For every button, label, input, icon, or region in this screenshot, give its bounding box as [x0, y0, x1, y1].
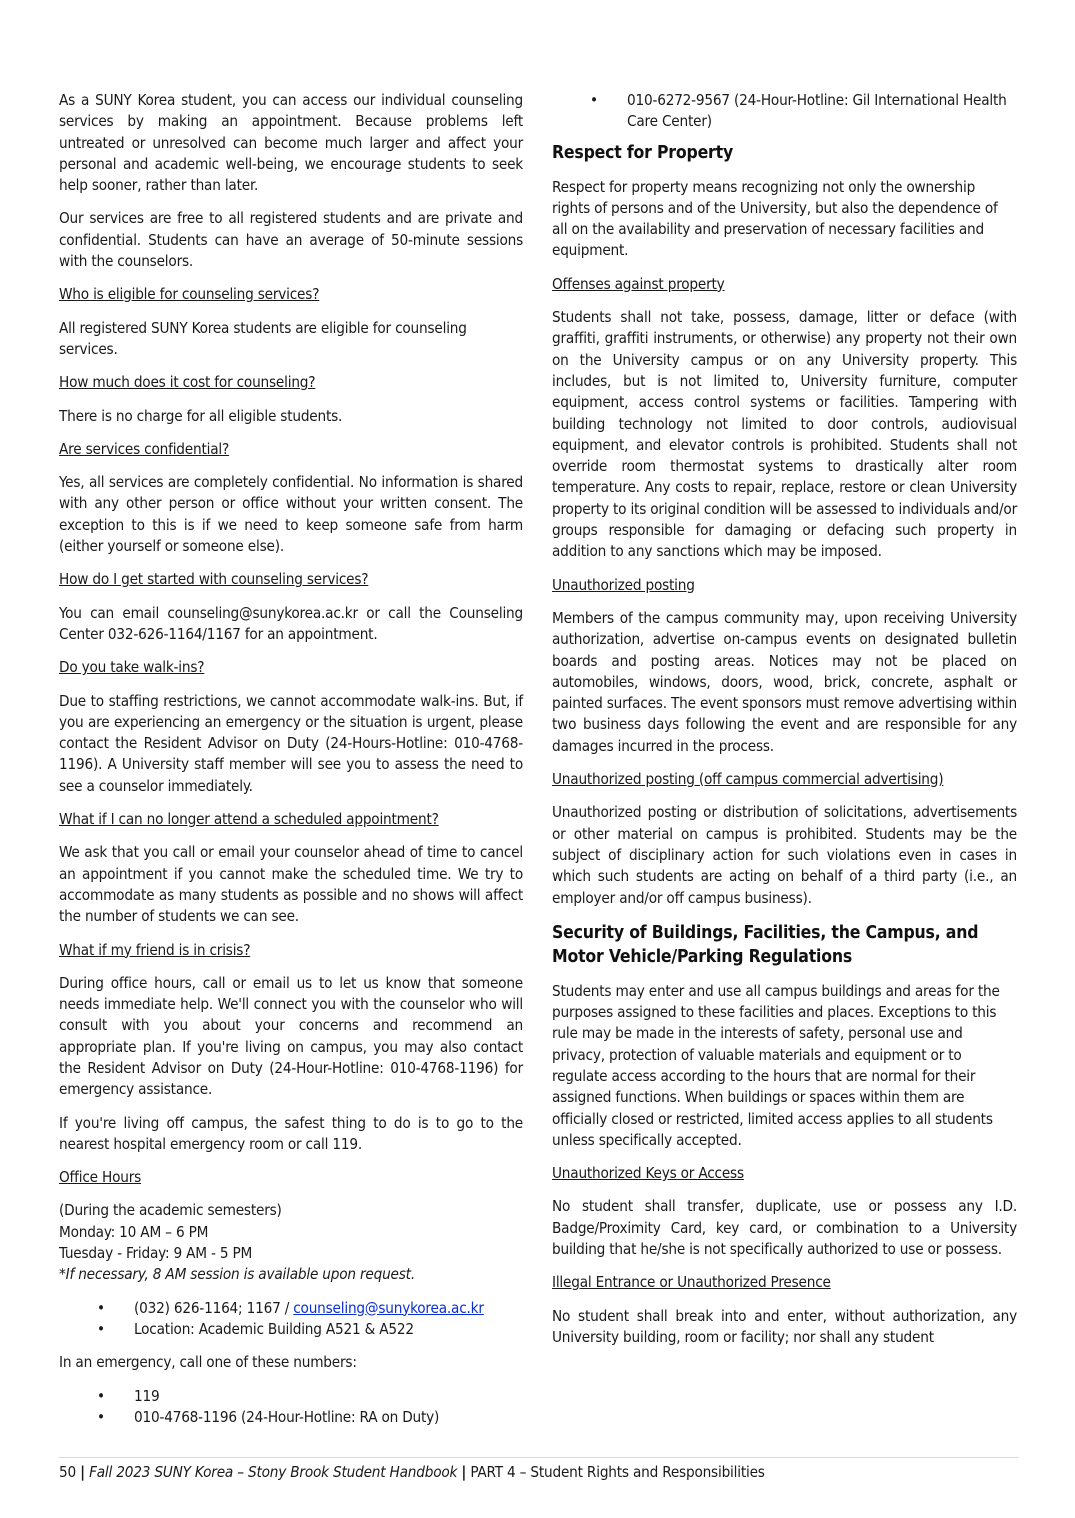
emergency-intro: In an emergency, call one of these numbers:: [59, 1353, 357, 1372]
section-text: No student shall break into and enter, without authorization, any University building, room or facility; nor shall any student: [552, 1306, 1017, 1346]
faq-question: Are services confidential?: [59, 439, 230, 458]
section-title: Unauthorized Keys or Access: [552, 1164, 744, 1183]
contact-list: [59, 1298, 523, 1341]
part-title: PART 4 – Student Rights and Responsibilities: [470, 1463, 765, 1481]
tue-fri-hours: Tuesday - Friday: 9 AM - 5 PM: [59, 1244, 253, 1263]
respect-paragraph: Respect for property means recognizing not only the ownership rights of persons and of the University, but also the dependence of all on the availability and preservation of necessary facilities and equipment.: [552, 177, 998, 260]
section-title: Unauthorized posting: [552, 575, 695, 594]
faq-question: Do you take walk-ins?: [59, 658, 205, 677]
faq-answer: You can email counseling@sunykorea.ac.kr or call the Counseling Center 032-626-1164/1167 for an appointment.: [59, 603, 523, 643]
left-column: [59, 90, 523, 1440]
section-text: No student shall transfer, duplicate, use or possess any I.D. Badge/Proximity Card, key card, or combination to a University building that he/she is not specifically authorized to use or possess.: [552, 1197, 1017, 1259]
right-column: [552, 90, 1017, 1360]
footer-divider: |: [80, 1463, 85, 1481]
counseling-email-link[interactable]: counseling@sunykorea.ac.kr: [293, 1298, 484, 1317]
asterisk: *: [59, 1265, 66, 1284]
emergency-number: • 010-4768-1196 (24-Hour-Hotline: RA on Duty): [59, 1407, 523, 1428]
semester-note: (During the academic semesters): [59, 1201, 282, 1220]
page-footer: [59, 1457, 1019, 1482]
page-number: 50: [59, 1463, 76, 1481]
office-hours-block: [59, 1200, 523, 1285]
office-hours-heading: Office Hours: [59, 1168, 142, 1187]
faq-answer: During office hours, call or email us to let us know that someone needs immediate help. We'll connect you with the counselor who will consult with you about your concerns and recommend an appropriate plan. If you're living on campus, you may also contact the Resident Advisor on Duty (24-Hour-Hotline: 010-4768-1196) for emergency assistance.: [59, 973, 523, 1099]
early-session-text: If necessary, 8 AM session is available upon request.: [65, 1265, 415, 1284]
faq-answer: There is no charge for all eligible students.: [59, 406, 343, 425]
section-title: Illegal Entrance or Unauthorized Presence: [552, 1273, 831, 1292]
section-title: Offenses against property: [552, 274, 725, 293]
security-paragraph: Students may enter and use all campus buildings and areas for the purposes assigned to these facilities and places. Exceptions to this rule may be made in the interests of safety, personal use and privacy, protection of valuable materials and equipment or to regulate access according to the hours that are normal for their assigned functions. When buildings or spaces within them are officially closed or restricted, limited access applies to all students unless specifically accepted.: [552, 981, 1000, 1149]
intro-paragraph: As a SUNY Korea student, you can access our individual counseling services by making an appointment. Because problems left untreated or unresolved can become much larger and affect your personal and academic well-being, we encourage students to seek help sooner, rather than later.: [59, 91, 523, 195]
off-campus-paragraph: If you're living off campus, the safest thing to do is to go to the nearest hospital emergency room or call 119.: [59, 1113, 523, 1153]
phone-numbers: (032) 626-1164; 1167 /: [134, 1298, 294, 1317]
faq-answer: We ask that you call or email your counselor ahead of time to cancel an appointment if you cannot make the scheduled time. We try to accommodate as many students as possible and no shows will affect the number of students we can see.: [59, 843, 523, 926]
section-title: Unauthorized posting (off campus commercial advertising): [552, 770, 944, 789]
section-text: Unauthorized posting or distribution of solicitations, advertisements or other material on campus is prohibited. Students may be the subject of disciplinary action for such violations even in cases in which such students are acting on behalf of a third party (i.e., an employer and/or off campus business).: [552, 803, 1017, 907]
security-heading: Security of Buildings, Facilities, the Campus, and Motor Vehicle/Parking Regulations: [552, 922, 979, 967]
section-text: Members of the campus community may, upon receiving University authorization, advertise on-campus events on designated bulletin boards and posting areas. Notices may not be placed on automobiles, windows, doors, wood, brick, concrete, asphalt or painted surfaces. The event sponsors must remove advertising within two business days following the event and are responsible for any damages incurred in the process.: [552, 608, 1017, 755]
faq-question: What if my friend is in crisis?: [59, 940, 251, 959]
faq-answer: Yes, all services are completely confidential. No information is shared with any other person or office without your written consent. The exception to this is if we need to keep someone safe from harm (either yourself or someone else).: [59, 473, 523, 556]
faq-question: How much does it cost for counseling?: [59, 373, 316, 392]
contact-location: • Location: Academic Building A521 & A522: [59, 1319, 523, 1340]
monday-hours: Monday: 10 AM – 6 PM: [59, 1222, 209, 1241]
faq-answer: All registered SUNY Korea students are eligible for counseling services.: [59, 318, 467, 358]
faq-question: Who is eligible for counseling services?: [59, 285, 320, 304]
intro-paragraph: Our services are free to all registered students and are private and confidential. Students can have an average of 50-minute sessions with the counselors.: [59, 209, 523, 271]
early-session-note: [59, 1264, 523, 1285]
respect-heading: Respect for Property: [552, 142, 734, 163]
faq-answer: Due to staffing restrictions, we cannot accommodate walk-ins. But, if you are experiencing an emergency or the situation is urgent, please contact the Resident Advisor on Duty (24-Hours-Hotline: 010-4768-1196). A University staff member will see you to assess the need to see a counselor immediately.: [59, 691, 523, 795]
contact-phone-email: [59, 1298, 523, 1319]
emergency-list: [59, 1386, 523, 1429]
handbook-title: Fall 2023 SUNY Korea – Stony Brook Student Handbook: [89, 1463, 458, 1481]
hotline-number: • 010-6272-9567 (24-Hour-Hotline: Gil International Health Care Center): [552, 90, 1017, 133]
hotline-list: [552, 90, 1017, 133]
emergency-number: • 119: [59, 1386, 523, 1407]
footer-divider: |: [461, 1463, 467, 1481]
faq-question: What if I can no longer attend a scheduled appointment?: [59, 810, 439, 829]
section-text: Students shall not take, possess, damage, litter or deface (with graffiti, graffiti instruments, or otherwise) any property not their own on the University campus or on any University property. This includes, but is not limited to, University furniture, computer equipment, access control systems or facilities. Tampering with building technology not limited to door controls, audiovisual equipment, and elevator controls is prohibited. Students shall not override room thermostat systems to drastically alter room temperature. Any costs to repair, replace, restore or clean University property to its original condition will be assessed to individuals and/or groups responsible for damaging or defacing such property in addition to any sanctions which may be imposed.: [552, 308, 1017, 561]
faq-question: How do I get started with counseling services?: [59, 570, 369, 589]
